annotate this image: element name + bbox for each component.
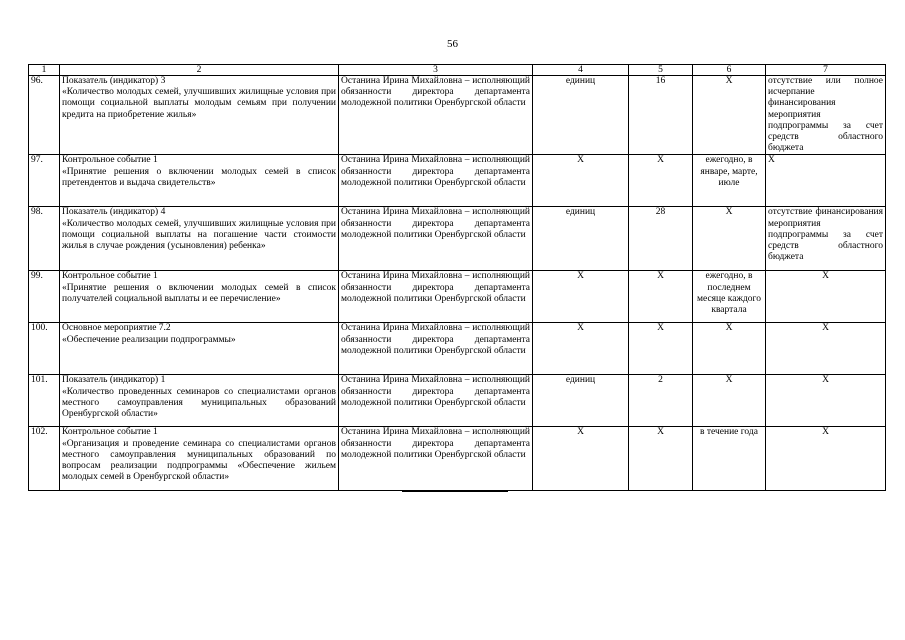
- table-row: [29, 76, 886, 155]
- item-cell: [60, 427, 339, 491]
- value-cell: 2: [629, 375, 693, 427]
- item-description: «Принятие решения о включении молодых семей в список претендентов и выдача свидетельств»: [62, 166, 336, 188]
- period-cell: Х: [693, 323, 766, 375]
- unit-cell: Х: [533, 155, 629, 207]
- table-row: [29, 271, 886, 323]
- risk-cell: Х: [766, 155, 886, 207]
- table-row: [29, 375, 886, 427]
- column-header: 1: [29, 65, 60, 76]
- unit-cell: единиц: [533, 375, 629, 427]
- column-header: 5: [629, 65, 693, 76]
- page-number: 56: [447, 38, 458, 50]
- row-number: 101.: [29, 375, 60, 427]
- item-title: Показатель (индикатор) 1: [62, 375, 166, 386]
- responsible-cell: Останина Ирина Михайловна – исполняющий обязанности директора департамента молодежной политики Оренбургской области: [339, 76, 533, 155]
- period-cell: Х: [693, 375, 766, 427]
- risk-cell: Х: [766, 271, 886, 323]
- item-cell: [60, 323, 339, 375]
- period-cell: в течение года: [693, 427, 766, 491]
- responsible-cell: Останина Ирина Михайловна – исполняющий обязанности директора департамента молодежной политики Оренбургской области: [339, 155, 533, 207]
- item-description: «Организация и проведение семинара со специалистами органов местного самоуправления муниципальных образований по вопросам реализации подпрограммы «Обеспечение жильем молодых семей в Оренбургской области»: [62, 438, 336, 483]
- item-cell: [60, 155, 339, 207]
- item-title: Показатель (индикатор) 4: [62, 207, 166, 218]
- column-header: 2: [60, 65, 339, 76]
- responsible-cell: Останина Ирина Михайловна – исполняющий обязанности директора департамента молодежной политики Оренбургской области: [339, 375, 533, 427]
- header-row: [29, 65, 886, 76]
- column-header: 4: [533, 65, 629, 76]
- unit-cell: Х: [533, 271, 629, 323]
- value-cell: 16: [629, 76, 693, 155]
- column-header: 7: [766, 65, 886, 76]
- row-number: 98.: [29, 207, 60, 271]
- period-cell: ежегодно, в январе, марте, июле: [693, 155, 766, 207]
- risk-cell: отсутствие финансирования мероприятия подпрограммы за счет средств областного бюджета: [766, 207, 886, 271]
- value-cell: Х: [629, 155, 693, 207]
- row-number: 99.: [29, 271, 60, 323]
- value-cell: Х: [629, 427, 693, 491]
- unit-cell: Х: [533, 427, 629, 491]
- period-cell: Х: [693, 76, 766, 155]
- item-title: Контрольное событие 1: [62, 271, 158, 282]
- risk-cell: Х: [766, 323, 886, 375]
- item-description: «Количество молодых семей, улучшивших жилищные условия при помощи социальной выплаты молодым семьям при получении кредита на приобретение жилья»: [62, 87, 336, 120]
- footer-divider: [402, 491, 508, 492]
- item-title: Основное мероприятие 7.2: [62, 323, 171, 334]
- column-header: 3: [339, 65, 533, 76]
- item-description: «Принятие решения о включении молодых семей в список получателей социальной выплаты и ее перечисление»: [62, 282, 336, 304]
- period-cell: ежегодно, в последнем месяце каждого квартала: [693, 271, 766, 323]
- table-row: [29, 427, 886, 491]
- row-number: 102.: [29, 427, 60, 491]
- item-title: Контрольное событие 1: [62, 427, 158, 438]
- item-description: «Обеспечение реализации подпрограммы»: [62, 334, 236, 345]
- value-cell: Х: [629, 323, 693, 375]
- responsible-cell: Останина Ирина Михайловна – исполняющий обязанности директора департамента молодежной политики Оренбургской области: [339, 427, 533, 491]
- item-description: «Количество молодых семей, улучшивших жилищные условия при помощи социальной выплаты на погашение части стоимости жилья в случае рождения (усыновления) ребенка»: [62, 218, 336, 252]
- responsible-cell: Останина Ирина Михайловна – исполняющий обязанности директора департамента молодежной политики Оренбургской области: [339, 271, 533, 323]
- value-cell: Х: [629, 271, 693, 323]
- period-cell: Х: [693, 207, 766, 271]
- item-title: Показатель (индикатор) 3: [62, 76, 166, 86]
- risk-cell: отсутствие или полное исчерпание финансирования мероприятия подпрограммы за счет средств областного бюджета: [766, 76, 886, 155]
- unit-cell: Х: [533, 323, 629, 375]
- plan-table: [28, 64, 886, 491]
- item-cell: [60, 76, 339, 155]
- item-cell: [60, 271, 339, 323]
- responsible-cell: Останина Ирина Михайловна – исполняющий обязанности директора департамента молодежной политики Оренбургской области: [339, 323, 533, 375]
- row-number: 100.: [29, 323, 60, 375]
- item-title: Контрольное событие 1: [62, 155, 158, 166]
- responsible-cell: Останина Ирина Михайловна – исполняющий обязанности директора департамента молодежной политики Оренбургской области: [339, 207, 533, 271]
- risk-cell: Х: [766, 427, 886, 491]
- item-cell: [60, 375, 339, 427]
- value-cell: 28: [629, 207, 693, 271]
- table-row: [29, 207, 886, 271]
- item-description: «Количество проведенных семинаров со специалистами органов местного самоуправления муниципальных образований Оренбургской области»: [62, 386, 336, 420]
- row-number: 96.: [29, 76, 60, 155]
- table-row: [29, 323, 886, 375]
- column-header: 6: [693, 65, 766, 76]
- unit-cell: единиц: [533, 207, 629, 271]
- row-number: 97.: [29, 155, 60, 207]
- risk-cell: Х: [766, 375, 886, 427]
- item-cell: [60, 207, 339, 271]
- unit-cell: единиц: [533, 76, 629, 155]
- table-row: [29, 155, 886, 207]
